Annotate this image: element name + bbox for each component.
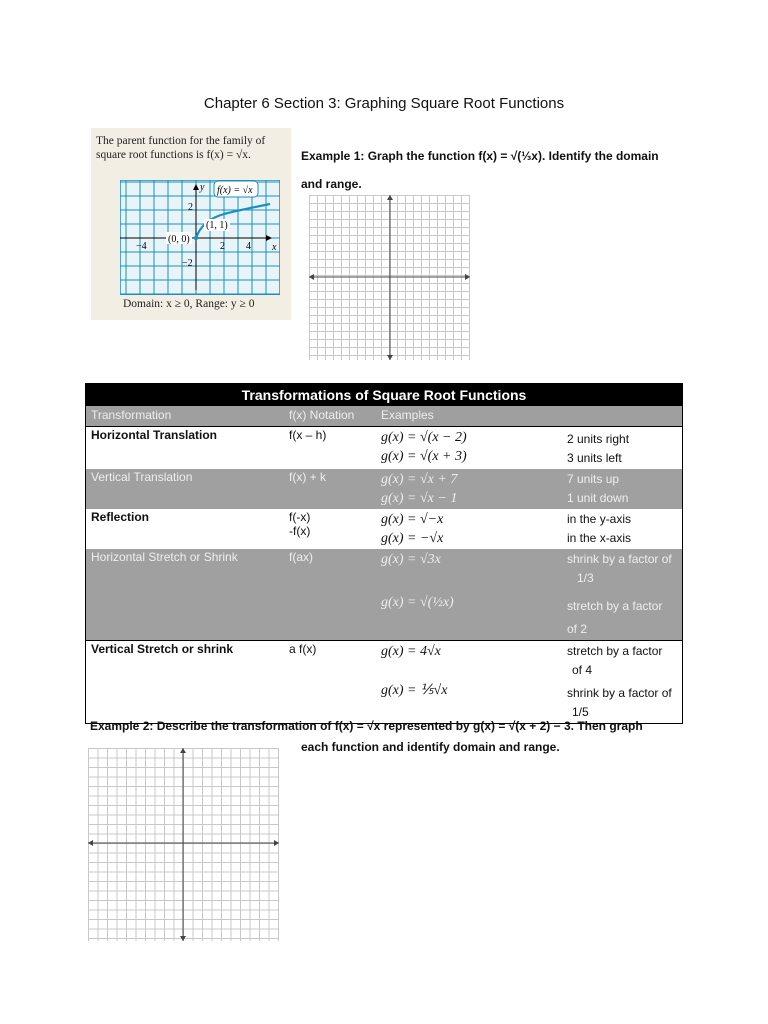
row-notation: f(x – h) [284, 427, 376, 470]
row-note: of 4 [572, 663, 593, 677]
parent-function-text: The parent function for the family of square root functions is f(x) = √x. [96, 135, 266, 161]
header-examples: Examples [376, 406, 562, 427]
row-name: Reflection [86, 509, 285, 549]
row-note: 1/3 [577, 571, 594, 585]
row-example: g(x) = √(x + 3) [381, 449, 467, 464]
tick-y2: 2 [188, 202, 193, 213]
point-origin-label: (0, 0) [168, 234, 190, 245]
row-notation: f(ax) [284, 549, 376, 641]
point-one-label: (1, 1) [206, 220, 228, 231]
y-axis-arrow [387, 355, 393, 360]
row-example: g(x) = −√x [381, 531, 444, 546]
page-title: Chapter 6 Section 3: Graphing Square Root Functions [203, 95, 565, 112]
row-note: shrink by a factor of [567, 686, 672, 700]
row-note: in the x-axis [567, 531, 632, 545]
row-note: stretch by a factor [567, 644, 663, 658]
row-note: of 2 [567, 622, 588, 636]
domain-range-text: Domain: x ≥ 0, Range: y ≥ 0 [123, 298, 255, 310]
row-notation: a f(x) [284, 641, 376, 724]
parent-function-figure [91, 128, 291, 320]
example2-graph-grid [88, 748, 280, 942]
row-name: Vertical Translation [86, 469, 285, 509]
row-example: g(x) = √x + 7 [381, 472, 458, 487]
table-row [86, 427, 683, 470]
func-label: f(x) = √x [217, 185, 253, 196]
header-notes [562, 406, 683, 427]
table-row [86, 469, 683, 509]
row-notation: -f(x) [289, 524, 311, 538]
row-name: Horizontal Stretch or Shrink [86, 549, 285, 641]
row-notation: f(x) + k [284, 469, 376, 509]
row-note: 1 unit down [567, 491, 629, 505]
example2-line2: each function and identify domain and range. [301, 740, 560, 754]
row-example: g(x) = √(x − 2) [381, 430, 467, 445]
tick-yneg2: −2 [182, 258, 193, 269]
parent-function-graph [120, 180, 280, 295]
tick-neg4: −4 [136, 241, 147, 252]
row-note: shrink by a factor of [567, 552, 672, 566]
header-transformation: Transformation [86, 406, 285, 427]
row-name: Vertical Stretch or shrink [86, 641, 285, 724]
row-note: 2 units right [567, 432, 630, 446]
table-title: Transformations of Square Root Functions [86, 384, 683, 407]
row-example: g(x) = √3x [381, 552, 441, 567]
row-example: g(x) = √x − 1 [381, 491, 458, 506]
header-notation: f(x) Notation [284, 406, 376, 427]
row-notation: f(-x) [289, 510, 311, 524]
example1-graph-grid [309, 195, 471, 361]
row-note: 3 units left [567, 451, 622, 465]
example1-line1: Example 1: Graph the function f(x) = √(⅓x). Identify the domain [301, 149, 659, 163]
row-note: stretch by a factor [567, 599, 663, 613]
table-row [86, 641, 683, 724]
y-axis-label: y [200, 182, 205, 193]
example1-line2: and range. [301, 177, 362, 191]
row-name: Horizontal Translation [86, 427, 285, 470]
table-row [86, 549, 683, 641]
row-example: g(x) = 4√x [381, 644, 441, 659]
row-example: g(x) = √(½x) [381, 595, 454, 610]
row-note: 1/5 [572, 705, 589, 719]
tick-4: 4 [246, 241, 251, 252]
example2-line1: Example 2: Describe the transformation of f(x) = √x represented by g(x) = √(x + 2) − 3. Then graph [90, 719, 643, 733]
table-row [86, 509, 683, 549]
row-example: g(x) = √−x [381, 512, 444, 527]
row-example: g(x) = ⅕√x [381, 683, 448, 698]
tick-2: 2 [220, 241, 225, 252]
x-axis-label: x [272, 242, 277, 253]
row-note: 7 units up [567, 472, 620, 486]
example1 [301, 142, 681, 198]
transformations-table [85, 383, 683, 724]
row-note: in the y-axis [567, 512, 632, 526]
